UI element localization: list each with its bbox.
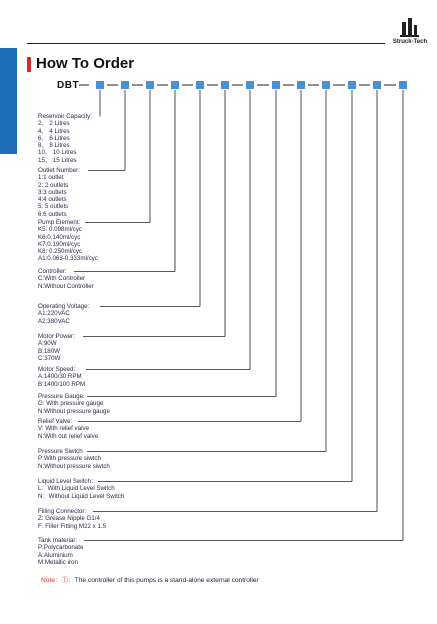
option-item: V: With relief valve <box>38 425 90 433</box>
option-item: A:Aluminium <box>38 551 73 559</box>
option-group-title: Filling Connector: <box>38 508 87 515</box>
option-group <box>38 478 124 500</box>
option-item: B:1400/100 RPM <box>38 380 86 388</box>
option-group-title: Motor Power： <box>38 333 80 340</box>
option-item: C:370W <box>38 354 61 362</box>
option-item: M:Metallic iron <box>38 558 78 566</box>
option-item: F: Filler Fitting M22 x 1.5 <box>38 522 107 530</box>
option-group <box>38 303 94 325</box>
option-item: 3:3 outlets <box>38 188 67 196</box>
option-group-title: Reservoir Capacity: <box>38 113 92 120</box>
footnote-text: The controller of this pumps is a stand-alone external controller <box>74 577 259 584</box>
option-group <box>38 537 83 566</box>
code-box <box>121 81 129 89</box>
brand-text: Struck-Tech <box>392 39 428 45</box>
option-group-title: Relief Valve: <box>38 418 73 425</box>
option-group <box>38 508 106 530</box>
option-group <box>38 418 98 440</box>
option-group-title: Controller: <box>38 268 67 275</box>
option-group-title: Pump Element: <box>38 219 81 226</box>
option-item: P:Polycarbonate <box>38 544 84 552</box>
code-box <box>171 81 179 89</box>
option-item: A:90W <box>38 340 57 348</box>
option-group <box>38 393 110 415</box>
option-group-title: Operating Voltage： <box>38 303 94 310</box>
option-item: L：With Liquid Level Switch <box>38 485 115 493</box>
code-box <box>96 81 104 89</box>
model-prefix: DBT <box>57 80 80 91</box>
code-box <box>246 81 254 89</box>
option-item: 5: 5 outlets <box>38 203 69 211</box>
option-group <box>38 167 80 218</box>
option-item: A:1400/30 RPM <box>38 373 82 381</box>
code-box <box>348 81 356 89</box>
code-box <box>322 81 330 89</box>
option-group-title: Pressure Gauge: <box>38 393 85 400</box>
code-box <box>297 81 305 89</box>
option-item: 1:1 outlet <box>38 174 64 182</box>
option-group <box>38 366 85 388</box>
option-group <box>38 219 98 263</box>
code-box <box>221 81 229 89</box>
option-item: Z: Grease Nipple G1/4 <box>38 515 100 523</box>
option-group-title: Outlet Number: <box>38 167 80 174</box>
option-item: 2: 2 outlets <box>38 181 69 189</box>
option-item: B:180W <box>38 347 61 355</box>
option-item: C:With Controller <box>38 275 86 283</box>
option-item: N:Without pressure gauge <box>38 407 110 415</box>
option-item: K5: 0.098ml/cyc <box>38 226 83 234</box>
code-box <box>399 81 407 89</box>
option-item: 15、 15 Litres <box>38 156 77 164</box>
footnote-label: Note：①： <box>41 577 75 584</box>
option-group <box>38 268 94 290</box>
option-group-title: Tank material： <box>38 537 81 544</box>
option-item: 4、 4 Litres <box>38 127 70 135</box>
option-item: A2:380VAC <box>38 317 70 325</box>
option-group <box>38 113 92 164</box>
option-item: 4:4 outlets <box>38 196 67 204</box>
option-item: 8、 8 Litres <box>38 142 70 150</box>
option-item: N:Without pressure siwtch <box>38 462 110 470</box>
option-item: 6:6 outlets <box>38 210 67 218</box>
option-item: 2、 2 Litres <box>38 120 70 128</box>
footnote <box>41 574 259 584</box>
option-group <box>38 448 110 470</box>
option-group <box>38 333 79 362</box>
option-item: N:With out relief valve <box>38 432 99 440</box>
option-item: 6、 6 Litres <box>38 134 70 142</box>
option-item: A1:0.063-0.333ml/cyc <box>38 255 98 263</box>
option-item: K6:0.140ml/cyc <box>38 233 81 241</box>
option-item: K7:0.190ml/cyc <box>38 240 81 248</box>
option-item: G: With pressure gauge <box>38 400 104 408</box>
option-group-title: Motor Speed： <box>38 366 80 373</box>
option-item: P:With pressure siwtch <box>38 455 101 463</box>
option-item: A1:220VAC <box>38 310 70 318</box>
code-box <box>196 81 204 89</box>
code-box <box>146 81 154 89</box>
option-group-title: Pressure Siwtch <box>38 448 83 455</box>
option-item: N:Without Controller <box>38 282 94 290</box>
option-item: 10、 10 Litres <box>38 149 77 157</box>
code-box <box>272 81 280 89</box>
option-item: N：Without Liquid Level Switch <box>38 492 125 500</box>
option-item: K8: 0.250ml/cyc <box>38 248 83 256</box>
option-group-title: Liquid Level Switch： <box>38 478 98 485</box>
page-title: How To Order <box>36 55 135 72</box>
code-box <box>373 81 381 89</box>
